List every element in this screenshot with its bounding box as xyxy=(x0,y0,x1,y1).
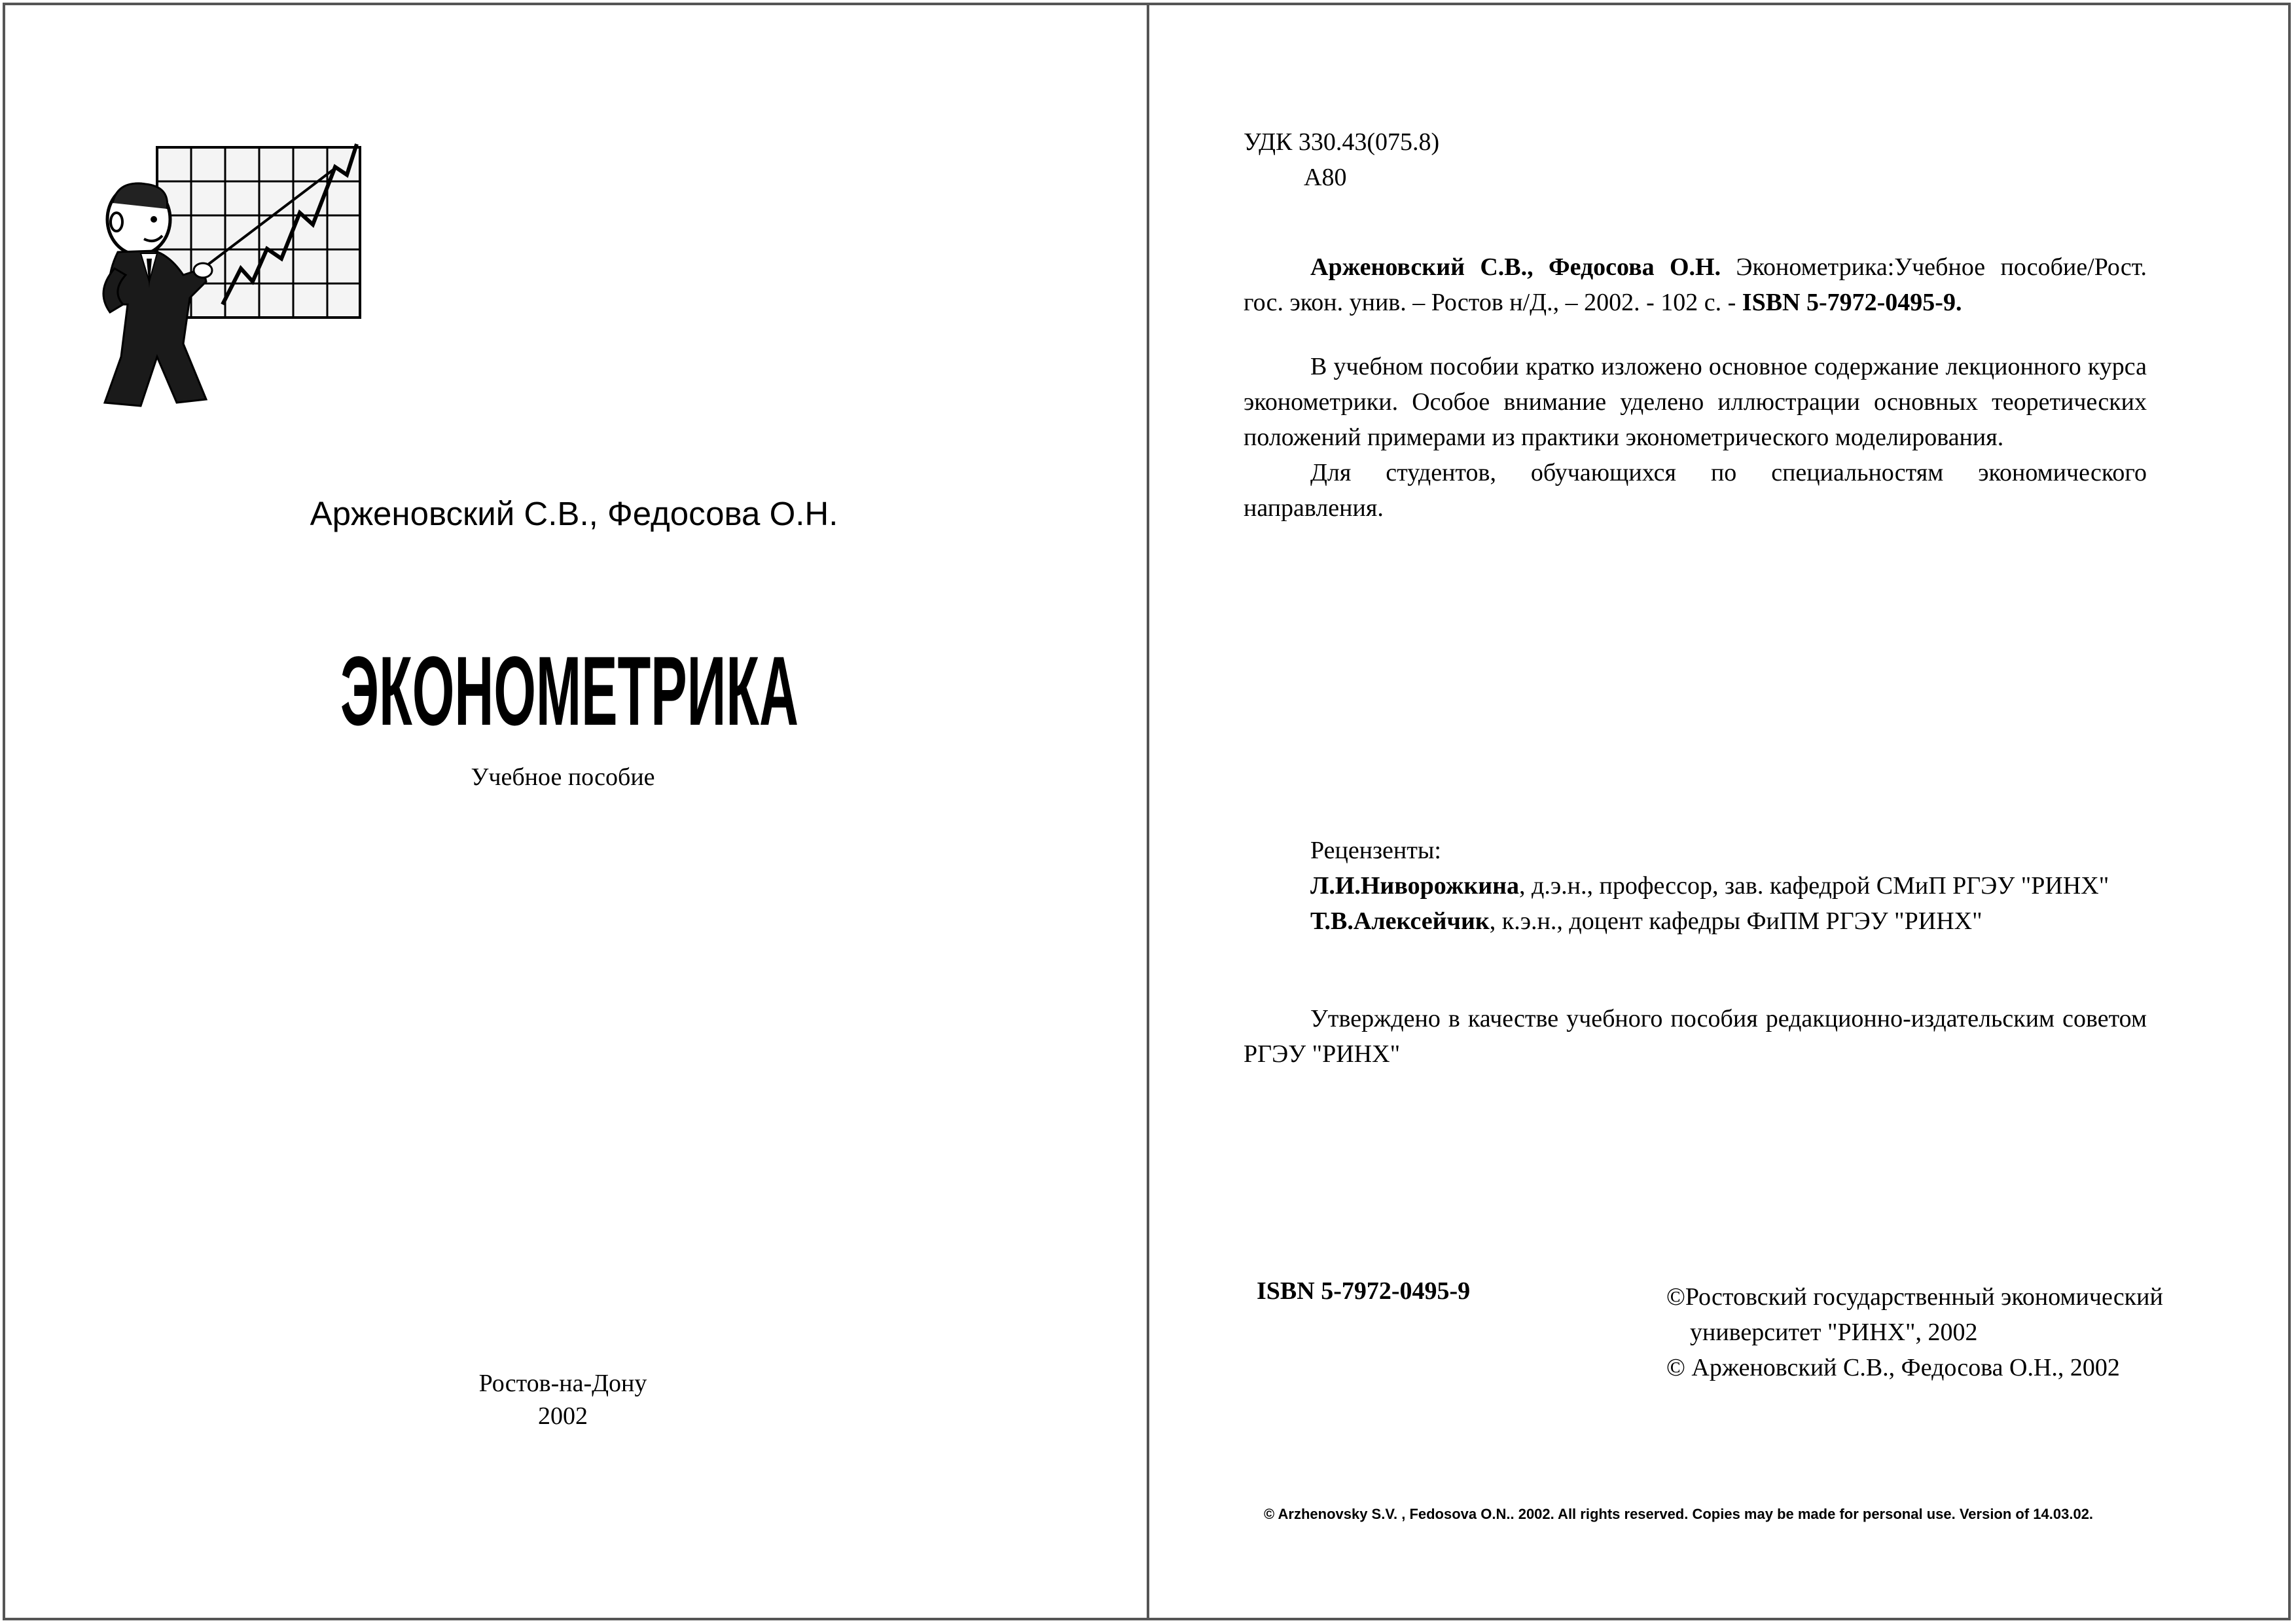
copyright-authors: © Арженовский С.В., Федосова О.Н., 2002 xyxy=(1666,1354,2120,1381)
udk-code: А80 xyxy=(1304,164,1347,191)
book-title-text: ЭКОНОМЕТРИКА xyxy=(340,636,798,746)
year: 2002 xyxy=(538,1402,588,1430)
annotation-paragraph-2: Для студентов, обучающихся по специальностям экономического направления. xyxy=(1244,459,2147,522)
reviewer-2-name: Т.В.Алексейчик xyxy=(1310,907,1490,935)
reviewer-2-text: , к.э.н., доцент кафедры ФиПМ РГЭУ "РИНХ" xyxy=(1489,907,1982,935)
footer-note: © Arzhenovsky S.V. , Fedosova O.N.. 2002. All rights reserved. Copies may be made for personal use. Version of 14.03.02. xyxy=(1264,1506,2094,1522)
city: Ростов-на-Дону xyxy=(478,1370,647,1397)
publication-place xyxy=(0,1367,1126,1432)
bib-isbn: ISBN 5-7972-0495-9. xyxy=(1742,289,1962,316)
bibliographic-record xyxy=(1244,249,2147,320)
reviewer-2 xyxy=(1244,903,2147,939)
presenter-with-rising-chart-icon xyxy=(92,141,373,409)
copyright-university-cont: университет "РИНХ", 2002 xyxy=(1690,1319,1978,1346)
udk-block xyxy=(1244,124,1439,195)
book-title xyxy=(334,612,805,746)
annotation-paragraph-1: В учебном пособии кратко изложено основное содержание лекционного курса эконометрики. Особое внимание уделено иллюстрации основных теоретических положений примерами из практики эконометрического моделирования. xyxy=(1244,353,2147,451)
bib-text: Эконометрика:Учебное пособие/Рост. гос. экон. унив. – Ростов н/Д., – 2002. - 102 с. - xyxy=(1244,253,2147,316)
bib-authors: Арженовский С.В., Федосова О.Н. xyxy=(1310,253,1721,281)
right-page xyxy=(1149,0,2296,1623)
reviewer-1 xyxy=(1244,868,2147,903)
approval-note xyxy=(1244,1001,2147,1072)
isbn: ISBN 5-7972-0495-9 xyxy=(1257,1277,1471,1305)
reviewer-1-name: Л.И.Ниворожкина xyxy=(1310,872,1520,900)
udk: УДК 330.43(075.8) xyxy=(1244,128,1440,156)
reviewers-label: Рецензенты: xyxy=(1310,837,1441,864)
authors: Арженовский С.В., Федосова О.Н. xyxy=(310,495,838,532)
reviewer-1-text: , д.э.н., профессор, зав. кафедрой СМиП РГЭУ "РИНХ" xyxy=(1519,872,2109,900)
annotation xyxy=(1244,349,2147,526)
subtitle: Учебное пособие xyxy=(471,763,655,791)
copyright-block xyxy=(1666,1279,2177,1385)
copyright-university: ©Ростовский государственный экономический xyxy=(1666,1283,2163,1311)
approval-text: Утверждено в качестве учебного пособия редакционно-издательским советом РГЭУ "РИНХ" xyxy=(1244,1005,2147,1068)
reviewers xyxy=(1244,833,2147,939)
